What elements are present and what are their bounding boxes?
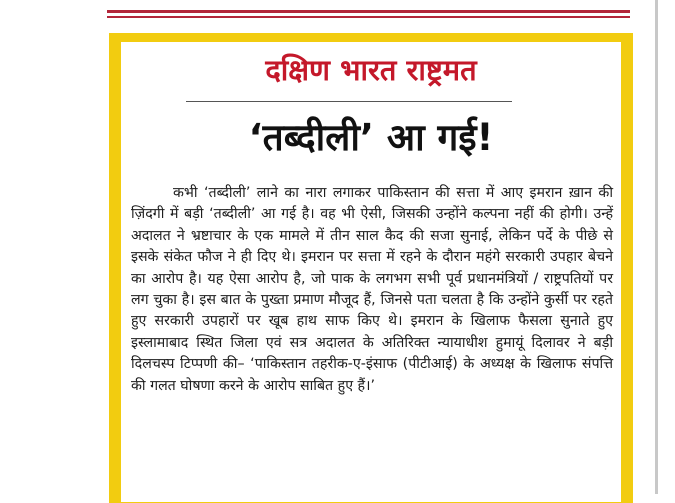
masthead-title: दक्षिण भारत राष्ट्रमत	[265, 53, 477, 87]
editorial-headline: ‘तब्दीली’ आ गई!	[248, 116, 494, 159]
top-rule-secondary	[107, 16, 630, 18]
editorial-body: कभी ‘तब्दीली’ लाने का नारा लगाकर पाकिस्तान की सत्ता में आए इमरान ख़ान की ज़िंदगी में बड़ी ‘तब्दीली’ आ गई है। वह भी ऐसी, जिसकी उन्होंने कल्पना नहीं की होगी। उन्हें अदालत ने भ्रष्टाचार के एक मामले में तीन साल कैद की सजा सुनाई, लेकिन पर्दे के पीछे से इसके संकेत फौज ने ही दिए थे। इमरान पर सत्ता में रहने के दौरान महंगे सरकारी उपहार बेचने का आरोप है। यह ऐसा आरोप है, जो पाक के लगभग सभी पूर्व प्रधानमंत्रियों / राष्ट्रपतियों पर लग चुका है। इस बात के पुख्ता प्रमाण मौजूद हैं, जिनसे पता चलता है कि उन्होंने कुर्सी पर रहते हुए सरकारी उपहारों पर खूब हाथ साफ किए थे। इमरान के खिलाफ फैसला सुनाते हुए इस्लामाबाद स्थित जिला एवं सत्र अदालत के अतिरिक्त न्यायाधीश हुमायूं दिलावर ने बड़ी दिलचस्प टिप्पणी की– ‘पाकिस्तान तहरीक-ए-इंसाफ (पीटीआई) के अध्यक्ष के खिलाफ संपत्ति की गलत घोषणा करने के आरोप साबित हुए हैं।’	[131, 185, 613, 394]
top-rule	[107, 10, 630, 13]
column-divider	[655, 0, 658, 494]
masthead-divider	[186, 101, 512, 102]
